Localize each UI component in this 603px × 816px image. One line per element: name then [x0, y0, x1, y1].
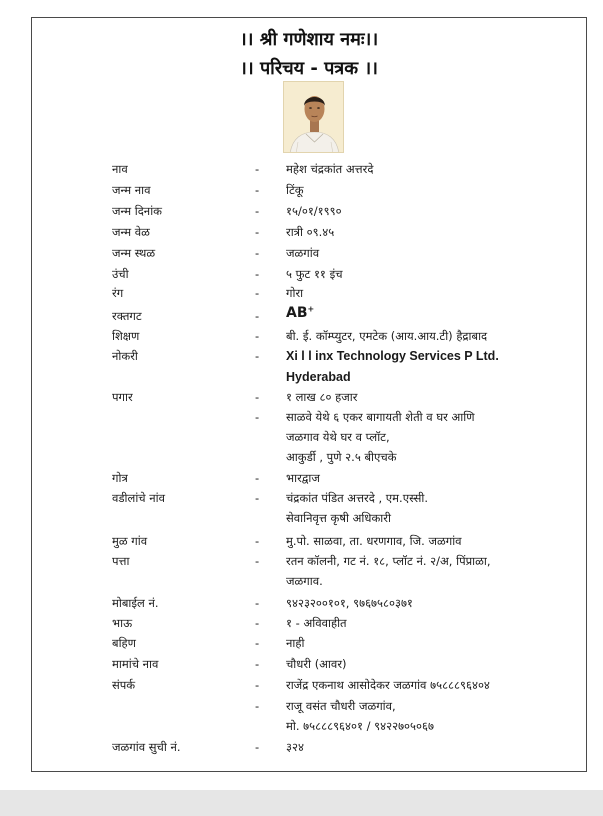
field-value-line3: आकुर्डी , पुणे २.५ बीएचके [286, 450, 397, 464]
field-separator: - [255, 390, 260, 404]
field-separator: - [255, 162, 260, 176]
field-value: टिंकू [286, 183, 304, 197]
field-separator: - [255, 534, 260, 548]
field-label: जन्म दिनांक [112, 204, 163, 218]
field-label: वडीलांचे नांव [112, 491, 166, 505]
field-label: रंग [112, 286, 124, 300]
blood-group-rh: + [307, 304, 315, 314]
field-label: जन्म नाव [112, 183, 151, 197]
field-separator: - [255, 678, 260, 692]
field-value: मु.पो. साळवा, ता. धरणगाव, जि. जळगांव [286, 534, 462, 548]
field-separator: - [255, 740, 260, 754]
field-value-line2: Hyderabad [286, 370, 351, 384]
field-value: १ लाख ८० हजार [286, 390, 358, 404]
field-value: रतन कॉलनी, गट नं. १८, प्लॉट नं. २/अ, पिंप्राळा, [286, 554, 491, 568]
field-separator: - [255, 596, 260, 610]
field-label: शिक्षण [112, 329, 140, 343]
field-separator: - [255, 410, 260, 424]
field-label: मामांचे नाव [112, 657, 159, 671]
field-separator: - [255, 616, 260, 630]
field-label: पत्ता [112, 554, 130, 568]
field-separator: - [255, 636, 260, 650]
field-value: ३२४ [286, 740, 304, 754]
profile-photo [283, 81, 344, 153]
field-separator: - [255, 225, 260, 239]
field-separator: - [255, 657, 260, 671]
field-label: उंची [112, 267, 129, 281]
field-label: जन्म वेळ [112, 225, 150, 239]
field-value-line2: मो. ७५८८८९६४०१ / ९४२२७०५०६७ [286, 719, 434, 733]
field-separator: - [255, 329, 260, 343]
field-value: नाही [286, 636, 305, 650]
field-separator: - [255, 246, 260, 260]
field-label: मोबाईल नं. [112, 596, 159, 610]
field-label: नाव [112, 162, 128, 176]
field-label: पगार [112, 390, 133, 404]
person-photo-icon [284, 82, 344, 153]
field-value: बी. ई. कॉम्प्युटर, एमटेक (आय.आय.टी) हैद्राबाद [286, 329, 488, 343]
field-separator: - [255, 309, 260, 323]
field-label: भाऊ [112, 616, 133, 630]
invocation-heading: ।। श्री गणेशाय नमः।। [239, 29, 379, 50]
field-value: जळगांव [286, 246, 320, 260]
field-value: राजेंद्र एकनाथ आसोदेकर जळगांव ७५८८८९६४०४ [286, 678, 490, 692]
field-value-line2: जळगाव. [286, 574, 323, 588]
document-title: ।। परिचय - पत्रक ।। [240, 58, 378, 79]
field-separator: - [255, 204, 260, 218]
field-value: भारद्वाज [286, 471, 320, 485]
field-separator: - [255, 471, 260, 485]
field-value: Xi l l inx Technology Services P Ltd. [286, 349, 499, 363]
field-value: १ - अविवाहीत [286, 616, 347, 630]
field-label: नोकरी [112, 349, 138, 363]
field-value: रात्री ०९.४५ [286, 225, 335, 239]
field-value: महेश चंद्रकांत अत्तरदे [286, 162, 374, 176]
field-value: चौधरी (आवर) [286, 657, 347, 671]
field-value: चंद्रकांत पंडित अत्तरदे , एम.एस्सी. [286, 491, 429, 505]
field-value: साळवे येथे ६ एकर बागायती शेती व घर आणि [286, 410, 475, 424]
field-separator: - [255, 286, 260, 300]
field-label: मुळ गांव [112, 534, 148, 548]
field-value [286, 305, 314, 321]
field-label: गोत्र [112, 471, 128, 485]
field-separator: - [255, 349, 260, 363]
field-separator: - [255, 491, 260, 505]
field-label: बहिण [112, 636, 136, 650]
field-separator: - [255, 267, 260, 281]
field-label: रक्तगट [112, 309, 142, 323]
field-value-line2: जळगाव येथे घर व प्लॉट, [286, 430, 390, 444]
blood-group-value: AB [286, 305, 308, 321]
field-label: जन्म स्थळ [112, 246, 156, 260]
field-label: जळगांव सुची नं. [112, 740, 181, 754]
field-separator: - [255, 699, 260, 713]
field-separator: - [255, 554, 260, 568]
field-value: राजू वसंत चौधरी जळगांव, [286, 699, 396, 713]
field-separator: - [255, 183, 260, 197]
field-value: ५ फुट ११ इंच [286, 267, 343, 281]
field-value: १५/०१/१९९० [286, 204, 342, 218]
field-label: संपर्क [112, 678, 136, 692]
bottom-bar [0, 790, 603, 816]
field-value: गोरा [286, 286, 304, 300]
field-value-line2: सेवानिवृत्त कृषी अधिकारी [286, 511, 391, 525]
field-value: ९४२३२००१०१, ९७६७५८०३७१ [286, 596, 413, 610]
